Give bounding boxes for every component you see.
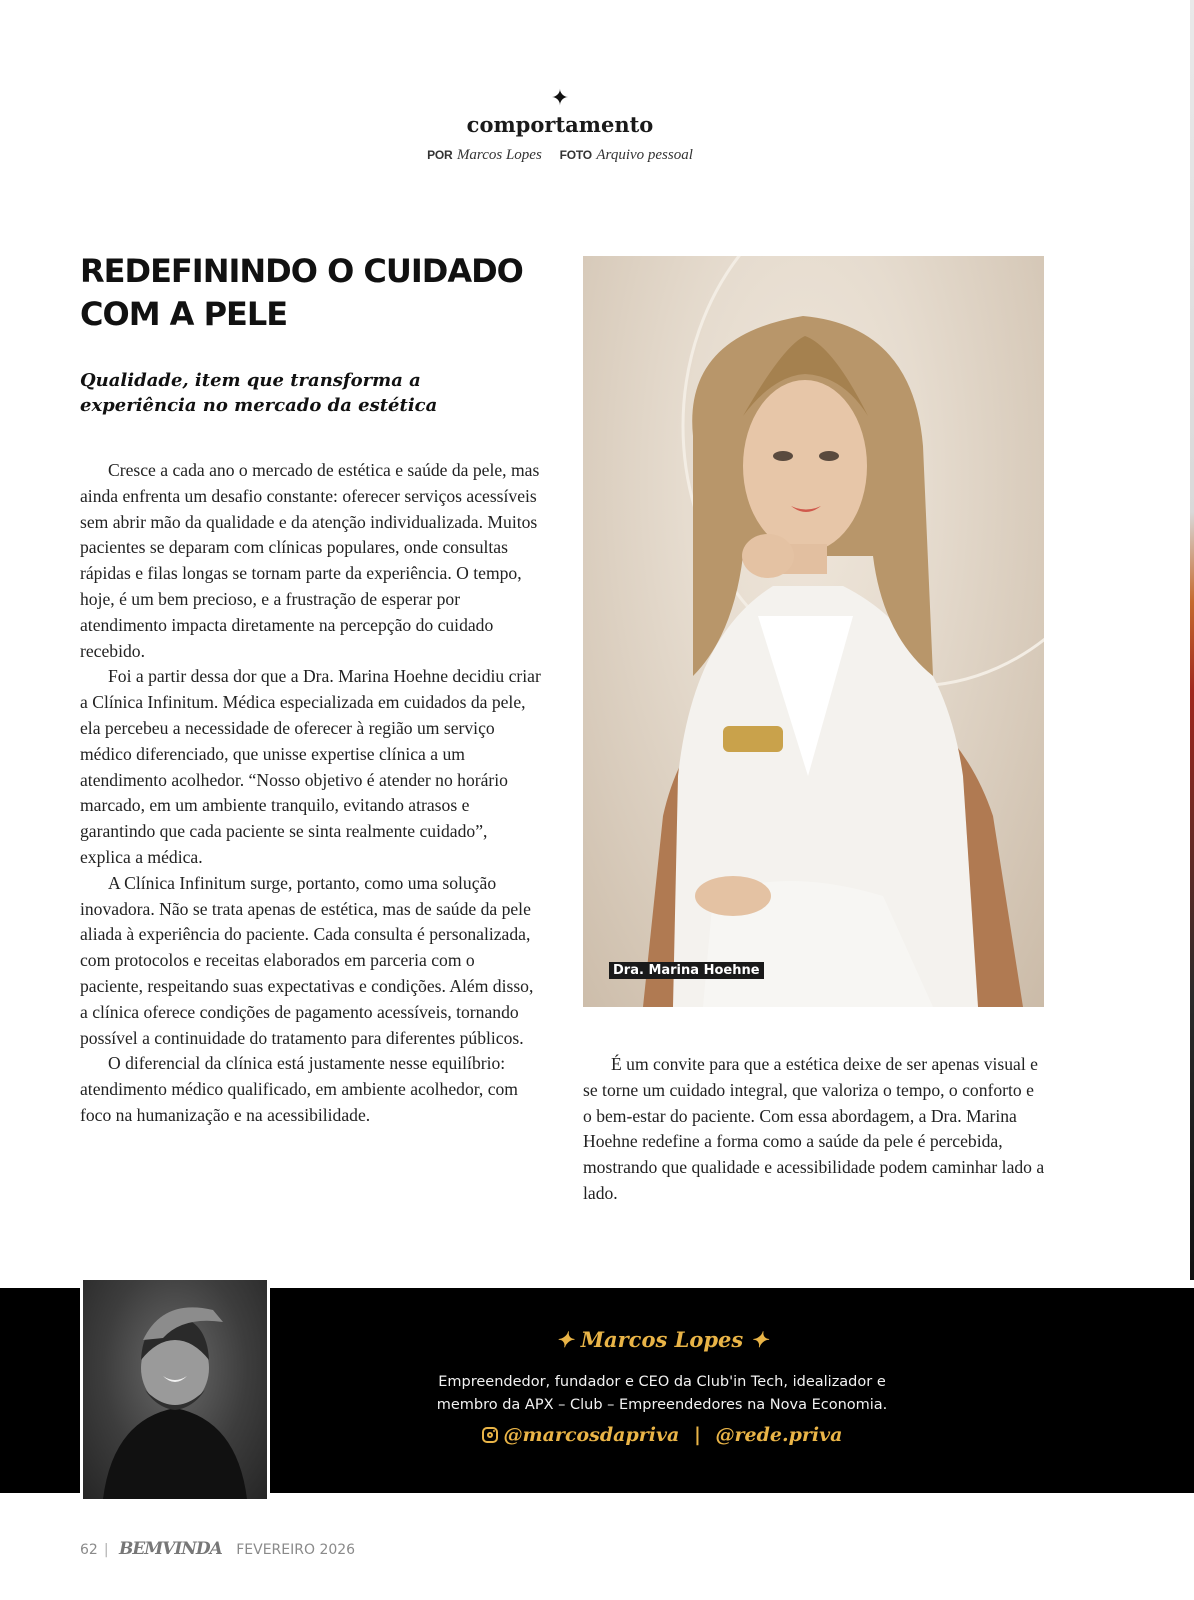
page-edge-decoration	[1190, 0, 1194, 1280]
author-description	[270, 1371, 1054, 1417]
section-header	[0, 88, 1120, 164]
portrait-photo	[583, 256, 1044, 1007]
author-photo	[80, 1277, 270, 1502]
section-title: comportamento	[466, 112, 654, 137]
byline-photo-credit: Arquivo pessoal	[596, 147, 693, 163]
author-illustration	[83, 1280, 267, 1499]
paragraph: Cresce a cada ano o mercado de estética e saúde da pele, mas ainda enfrenta um desafio constante: oferecer serviços acessíveis sem abrir mão da qualidade e da atenção individualizada. Muitos pacientes se deparam com clínicas populares, onde consultas rápidas e filas longas se tornam parte da experiência. O tempo, hoje, é um bem precioso, e a frustração de esperar por atendimento impacta diretamente na percepção do cuidado recebido.	[80, 460, 540, 661]
portrait-illustration	[583, 256, 1044, 1007]
instagram-icon	[482, 1427, 498, 1443]
article-body-left	[80, 458, 542, 1129]
byline-photo-label: FOTO	[559, 148, 592, 162]
article-subhead	[80, 368, 500, 418]
byline-by-label: POR	[427, 148, 453, 162]
star-icon: ✦	[550, 86, 570, 111]
headline-line-2: COM A PELE	[80, 295, 288, 333]
paragraph: O diferencial da clínica está justamente nesse equilíbrio: atendimento médico qualificado, em ambiente acolhedor, com foco na humanização e na acessibilidade.	[80, 1053, 518, 1125]
magazine-logo: BEMVINDA	[119, 1539, 222, 1559]
byline	[0, 147, 1120, 164]
page-footer	[80, 1539, 355, 1559]
author-social	[270, 1424, 1054, 1446]
byline-author: Marcos Lopes	[456, 147, 542, 163]
paragraph: Foi a partir dessa dor que a Dra. Marina Hoehne decidiu criar a Clínica Infinitum. Médica especializada em cuidados da pele, ela percebeu a necessidade de oferecer à região um serviço médico diferenciado, que unisse expertise clínica a um atendimento acolhedor. “Nosso objetivo é atender no horário marcado, em um ambiente tranquilo, evitando atrasos e garantindo que cada paciente se sinta realmente cuidado”, explica a médica.	[80, 666, 541, 867]
headline-line-1: REDEFININDO O CUIDADO	[80, 252, 523, 290]
photo-caption: Dra. Marina Hoehne	[609, 962, 764, 979]
page-number: 62	[80, 1542, 98, 1558]
author-description-line-1: Empreendedor, fundador e CEO da Club'in Tech, idealizador e	[438, 1374, 886, 1390]
social-divider: |	[693, 1424, 701, 1446]
subhead-line-2: experiência no mercado da estética	[80, 395, 438, 416]
author-name: ✦ Marcos Lopes ✦	[555, 1327, 769, 1352]
paragraph: A Clínica Infinitum surge, portanto, como uma solução inovadora. Não se trata apenas de estética, mas de saúde da pele aliada à experiência do paciente. Cada consulta é personalizada, com protocolos e receitas elaborados em parceria com o paciente, respeitando suas expectativas e condições. Além disso, a clínica oferece condições de pagamento acessíveis, tornando possível a continuidade do tratamento para diferentes públicos.	[80, 872, 534, 1048]
social-handle-network[interactable]: @rede.priva	[715, 1424, 843, 1446]
article-body-right	[583, 1052, 1045, 1207]
article-headline	[80, 250, 560, 336]
subhead-line-1: Qualidade, item que transforma a	[80, 370, 421, 391]
social-handle-personal[interactable]: @marcosdapriva	[503, 1424, 680, 1446]
issue-date: FEVEREIRO 2026	[236, 1542, 356, 1558]
author-description-line-2: membro da APX – Club – Empreendedores na Nova Economia.	[436, 1397, 888, 1413]
footer-separator: |	[103, 1542, 109, 1558]
paragraph: É um convite para que a estética deixe de ser apenas visual e se torne um cuidado integral, que valoriza o tempo, o conforto e o bem-estar do paciente. Com essa abordagem, a Dra. Marina Hoehne redefine a forma como a saúde da pele é percebida, mostrando que qualidade e acessibilidade podem caminhar lado a lado.	[583, 1054, 1045, 1203]
